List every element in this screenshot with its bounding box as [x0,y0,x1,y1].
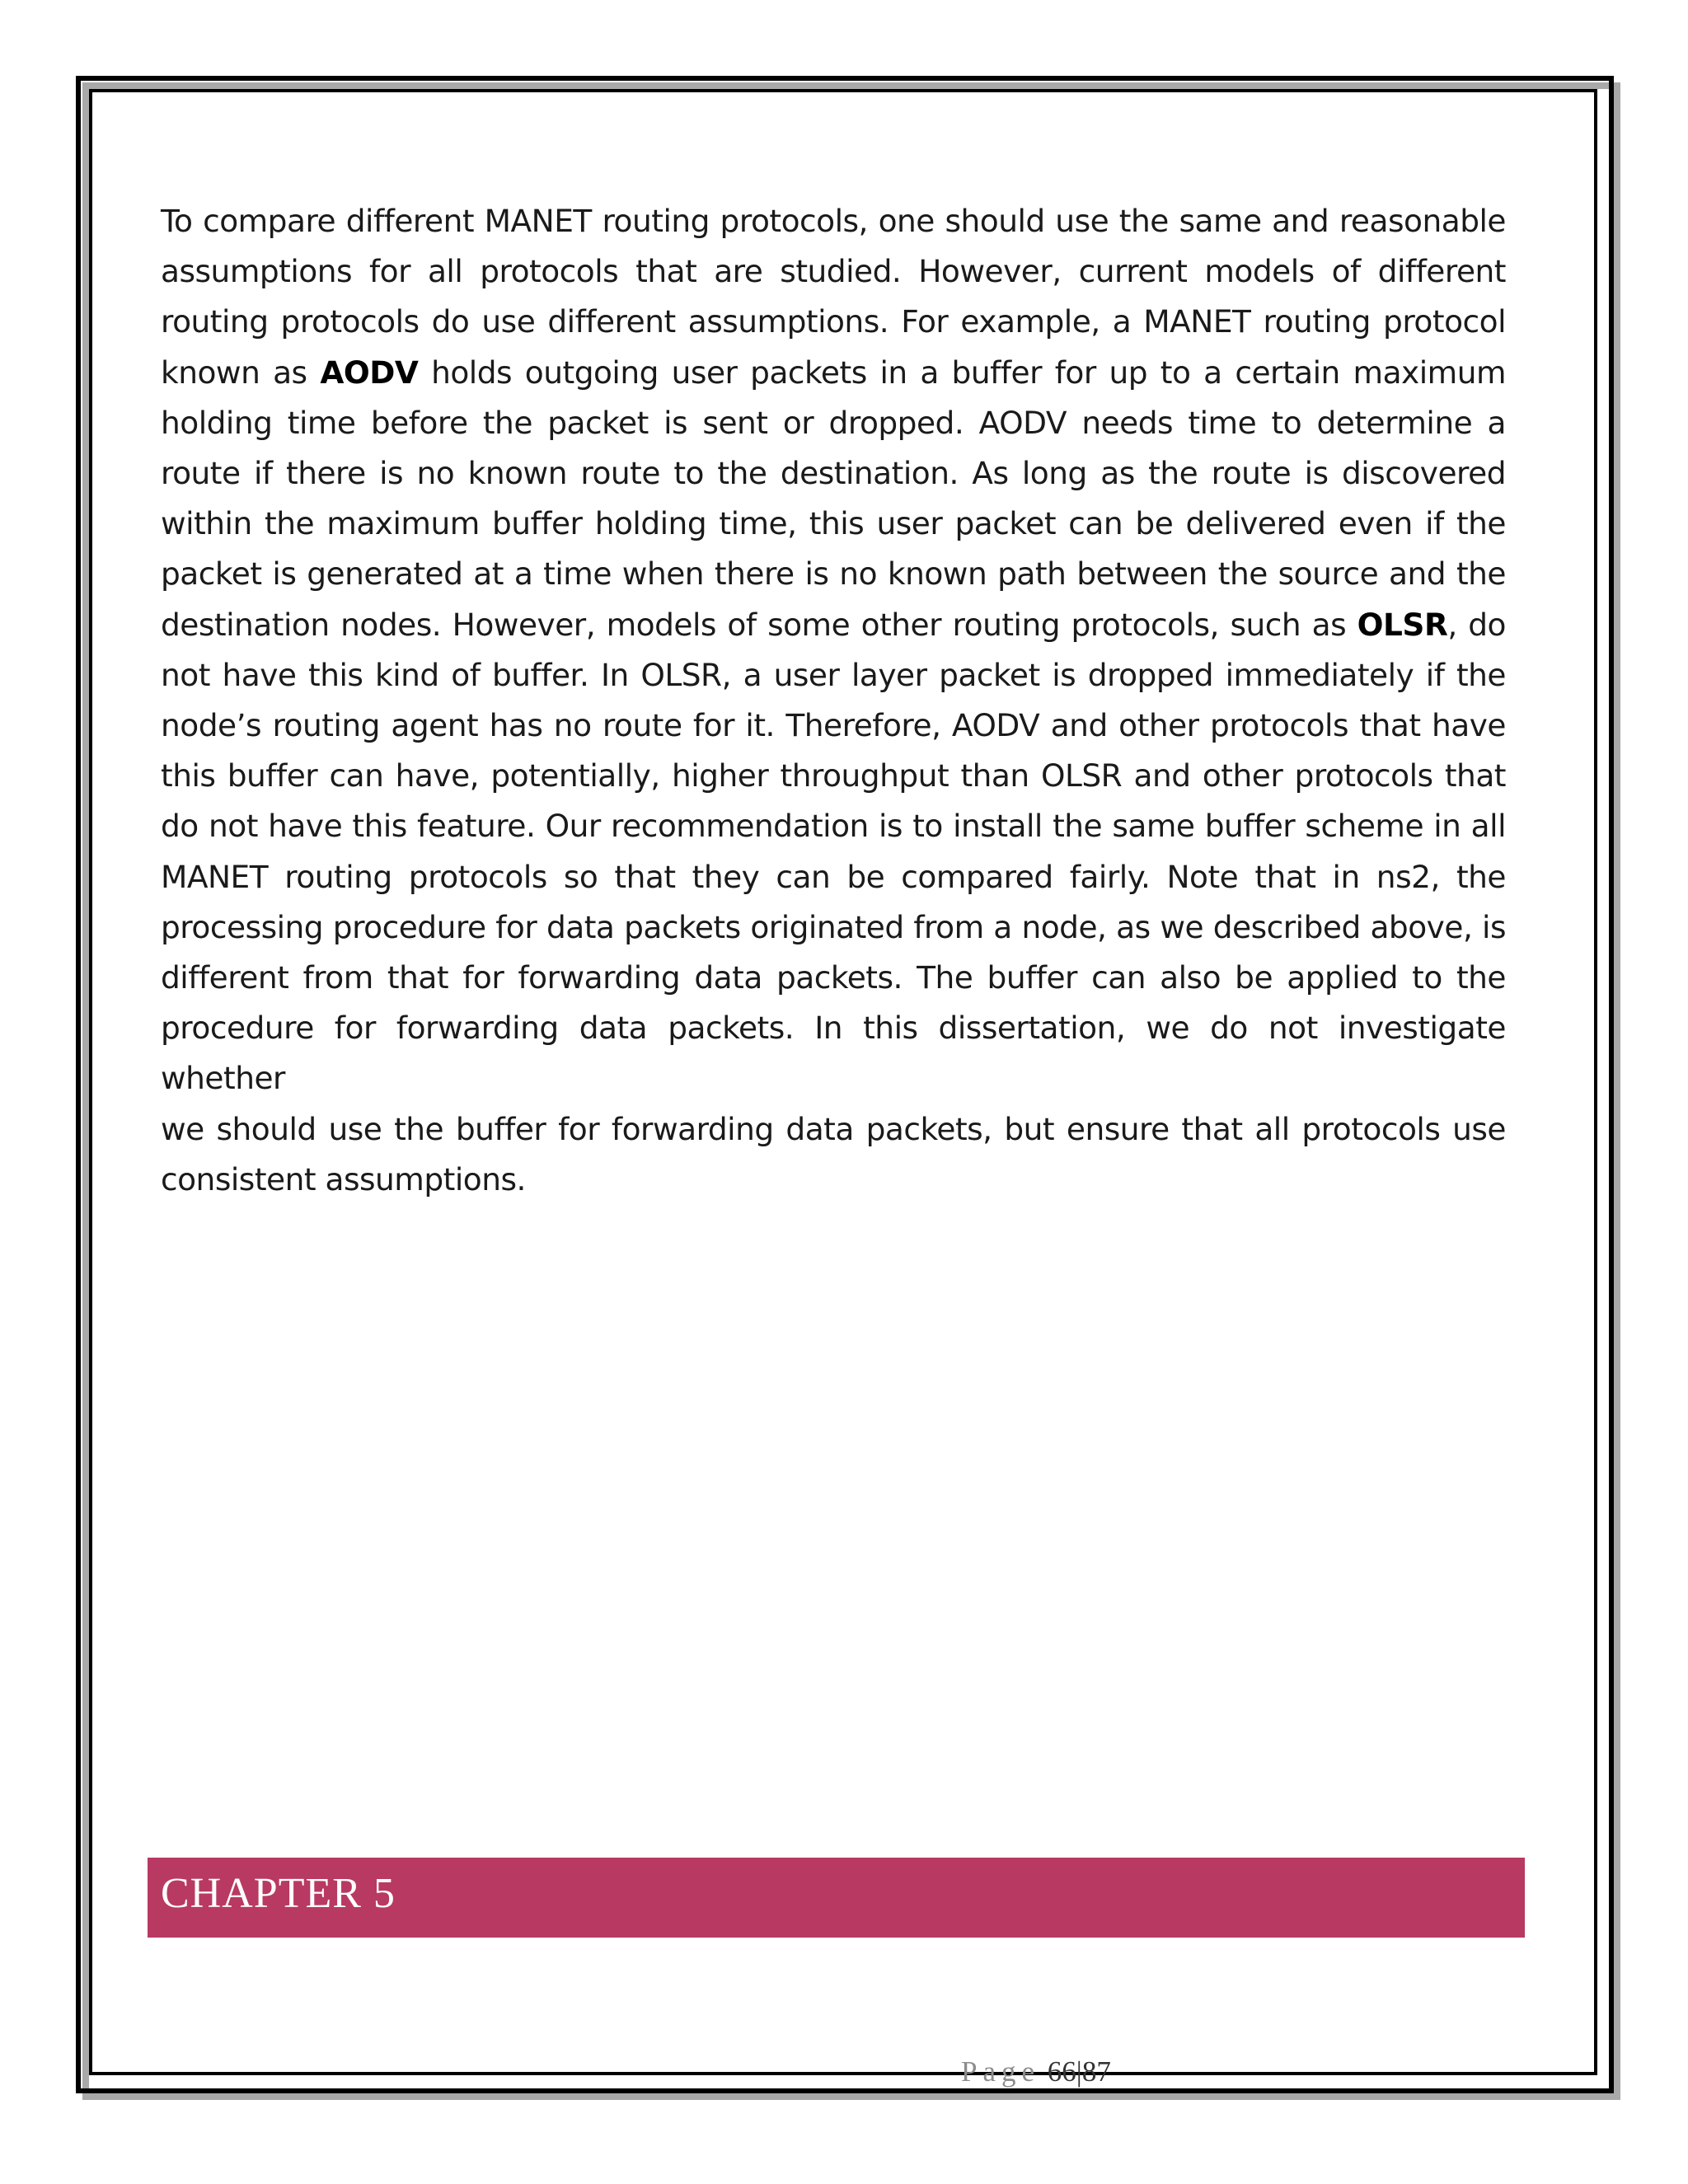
paragraph-text-2: holds outgoing user packets in a buffer for up to a certain maximum holding time before the packet is sent or dropped. AODV needs time to determine a route if there is no known route to the destination. As long as the route is discovered within the maximum buffer holding time, this user packet can be delivered even if the packet is generated at a time when there is no known path between the source and the destination nodes. However, models of some other routing protocols, such as [161,354,1506,643]
term-olsr: OLSR [1357,606,1448,643]
body-paragraph [161,196,1506,1205]
paragraph-text-3: , do not have this kind of buffer. In OLSR, a user layer packet is dropped immediately if the node’s routing agent has no route for it. Therefore, AODV and other protocols that have this buffer can have, potentially, higher throughput than OLSR and other protocols that do not have this feature. Our recommendation is to install the same buffer scheme in all MANET routing protocols so that they can be compared fairly. Note that in ns2, the processing procedure for data packets originated from a node, as we described above, is different from that for forwarding data packets. The buffer can also be applied to the procedure for forwarding data packets. In this dissertation, we do not investigate whether [161,606,1506,1097]
page-total: 87 [1081,2055,1111,2088]
paragraph-continuation: we should use the buffer for forwarding data packets, but ensure that all protocols use consistent assumptions. [161,1110,1506,1197]
paragraph-text-1: To compare different MANET routing protocols, one should use the same and reasonable assumptions for all protocols that are studied. However, current models of different routing protocols do use different assumptions. For example, a MANET routing protocol known as [161,203,1506,391]
chapter-title: CHAPTER 5 [161,1870,396,1917]
page-label: Page [961,2055,1041,2088]
page-separator: | [1076,2055,1082,2088]
page-number-footer [961,2055,1111,2088]
paragraph-main [161,196,1506,1104]
chapter-heading-bar [148,1858,1525,1938]
term-aodv: AODV [320,354,419,391]
page-current: 66 [1047,2055,1076,2088]
